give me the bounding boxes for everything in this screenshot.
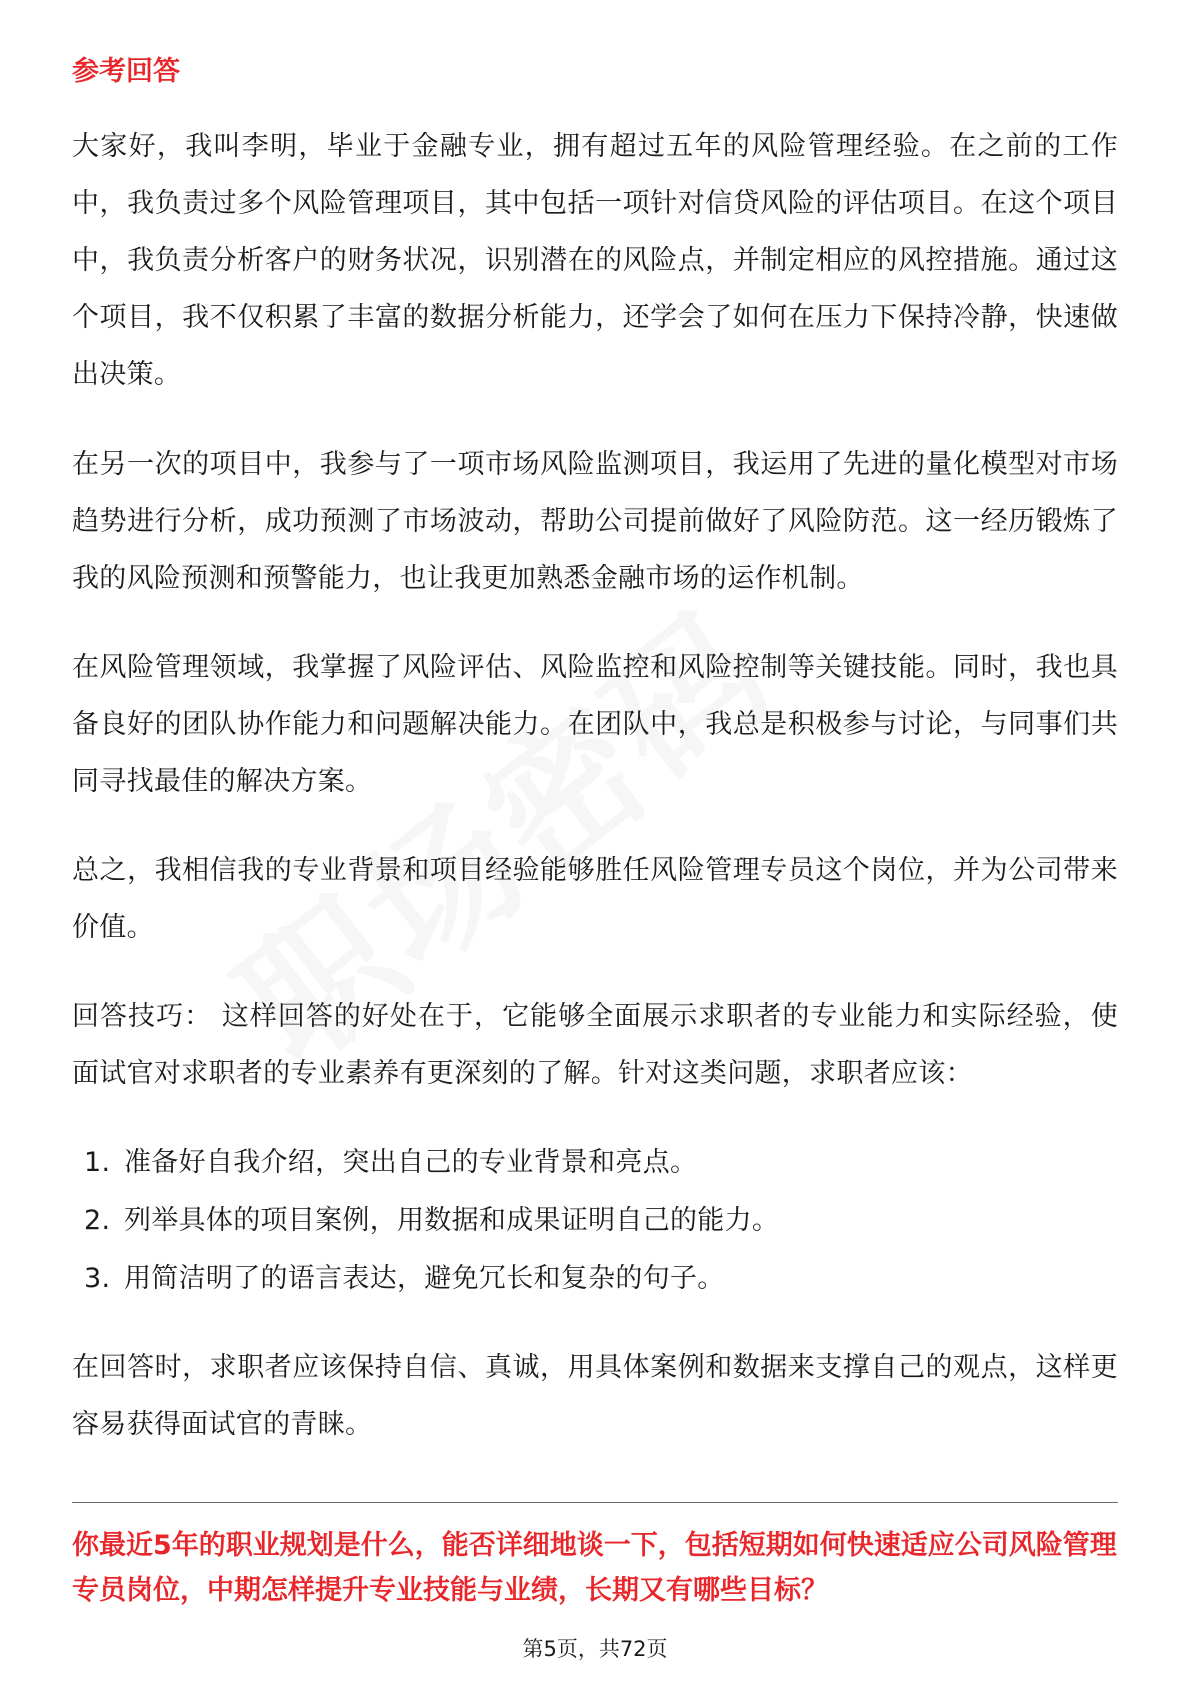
answer-paragraph-closing: 在回答时，求职者应该保持自信、真诚，用具体案例和数据来支撑自己的观点，这样更容易获得面试官的青睐。 <box>72 1352 1118 1440</box>
page-footer: 第5页，共72页 <box>522 1637 668 1661</box>
list-item-number: 2. <box>84 1205 111 1236</box>
list-item-number: 3. <box>84 1263 111 1294</box>
document-page <box>72 0 1118 1684</box>
next-question: 你最近5年的职业规划是什么，能否详细地谈一下，包括短期如何快速适应公司风险管理专员岗位，中期怎样提升专业技能与业绩，长期又有哪些目标？ <box>72 1530 1117 1606</box>
answer-paragraph-1: 大家好，我叫李明，毕业于金融专业，拥有超过五年的风险管理经验。在之前的工作中，我负责过多个风险管理项目，其中包括一项针对信贷风险的评估项目。在这个项目中，我负责分析客户的财务状况，识别潜在的风险点，并制定相应的风控措施。通过这个项目，我不仅积累了丰富的数据分析能力，还学会了如何在压力下保持冷静，快速做出决策。 <box>72 131 1118 390</box>
list-item-number: 1. <box>84 1147 111 1178</box>
list-item-text: 准备好自我介绍，突出自己的专业背景和亮点。 <box>124 1147 698 1178</box>
answer-paragraph-2: 在另一次的项目中，我参与了一项市场风险监测项目，我运用了先进的量化模型对市场趋势进行分析，成功预测了市场波动，帮助公司提前做好了风险防范。这一经历锻炼了我的风险预测和预警能力，也让我更加熟悉金融市场的运作机制。 <box>72 449 1118 594</box>
list-item <box>84 1192 1114 1250</box>
answer-tips-intro: 回答技巧： 这样回答的好处在于，它能够全面展示求职者的专业能力和实际经验，使面试官对求职者的专业素养有更深刻的了解。针对这类问题，求职者应该： <box>72 1001 1118 1089</box>
list-item <box>84 1250 1114 1308</box>
section-title: 参考回答 <box>72 56 180 87</box>
tips-list <box>84 1134 1114 1308</box>
answer-paragraph-4: 总之，我相信我的专业背景和项目经验能够胜任风险管理专员这个岗位，并为公司带来价值。 <box>72 855 1118 943</box>
list-item-text: 用简洁明了的语言表达，避免冗长和复杂的句子。 <box>124 1263 725 1294</box>
answer-paragraph-3: 在风险管理领域，我掌握了风险评估、风险监控和风险控制等关键技能。同时，我也具备良好的团队协作能力和问题解决能力。在团队中，我总是积极参与讨论，与同事们共同寻找最佳的解决方案。 <box>72 652 1118 797</box>
list-item <box>84 1134 1114 1192</box>
section-divider <box>72 1502 1118 1503</box>
list-item-text: 列举具体的项目案例，用数据和成果证明自己的能力。 <box>124 1205 780 1236</box>
